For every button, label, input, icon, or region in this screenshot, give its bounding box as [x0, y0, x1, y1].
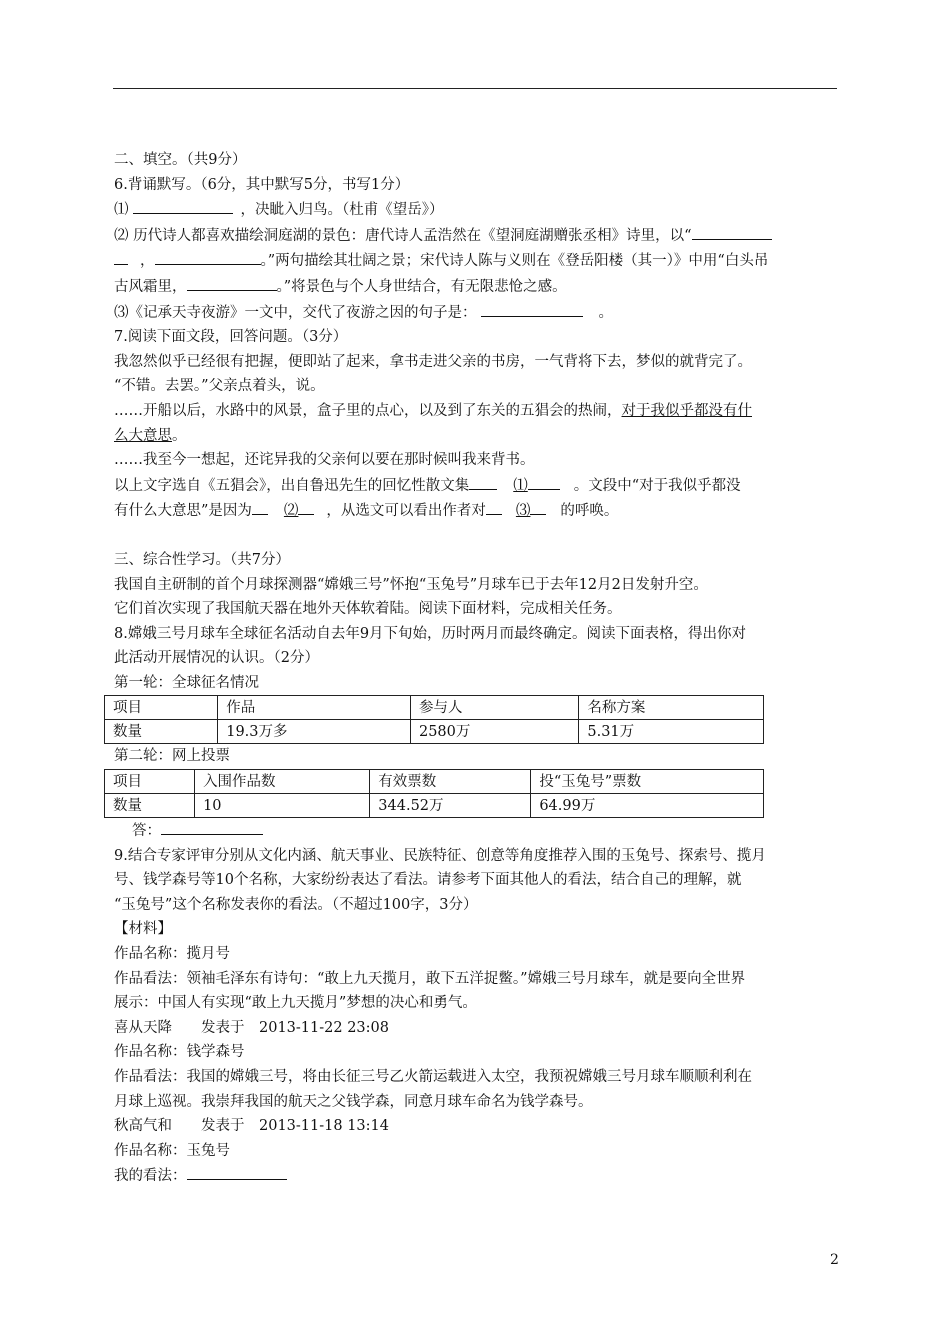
table-cell: 作品	[218, 696, 411, 720]
work-name: 作品名称：玉兔号	[114, 1142, 230, 1159]
question-7-prompt-line1	[114, 473, 838, 499]
fill-blank[interactable]	[481, 300, 583, 317]
question-6-2-line3	[114, 274, 838, 300]
item-text: 的呼唤。	[560, 503, 619, 520]
intro-line: 我国自主研制的首个月球探测器“嫦娥三号”怀抱“玉兔号”月球车已于去年12月2日发射升空。	[114, 576, 708, 593]
fill-blank[interactable]	[133, 197, 233, 214]
page-number: 2	[830, 1252, 839, 1268]
question-6-2-line1	[114, 223, 838, 249]
round-1-table	[104, 695, 764, 744]
table-cell: 投“玉兔号”票数	[531, 770, 764, 794]
table-row	[105, 770, 764, 794]
passage-line	[114, 424, 838, 449]
item-text: 。”将景色与个人身世结合，有无限悲怆之感。	[276, 278, 567, 295]
item-text: ，从选文可以看出作者对	[326, 503, 486, 520]
question-6-1	[114, 197, 838, 223]
table-cell: 数量	[105, 794, 195, 818]
table-cell: 项目	[105, 770, 195, 794]
material-heading: 【材料】	[114, 921, 172, 938]
item-text: 古风霜里，	[114, 278, 187, 295]
work-name: 作品名称：钱学森号	[114, 1044, 245, 1061]
item-text: 。”两句描绘其壮阔之景；宋代诗人陈与义则在《登岳阳楼（其一）》中用“白头吊	[260, 253, 769, 270]
blank-marker: ⑴	[513, 477, 528, 494]
question-6-2-line2	[114, 248, 838, 274]
passage-text: ……开船以后，水路中的风景，盒子里的点心，以及到了东关的五猖会的热闹，	[114, 402, 622, 419]
underlined-text: 对于我似乎都没有什	[621, 402, 752, 419]
passage-line: 我忽然似乎已经很有把握，便即站了起来，拿书走进父亲的书房，一气背将下去，梦似的就背完了。	[114, 353, 752, 370]
question-6: 6.背诵默写。（6分，其中默写5分，书写1分）	[114, 176, 410, 193]
item-text: 以上文字选自《五猖会》，出自鲁迅先生的回忆性散文集	[114, 477, 470, 494]
fill-blank[interactable]	[114, 248, 128, 265]
underlined-text: 么大意思	[114, 427, 172, 444]
question-9: 号、钱学森号等10个名称，大家纷纷表达了看法。请参考下面其他人的看法，结合自己的理解，就	[114, 872, 742, 889]
item-text: ，	[140, 253, 155, 270]
work-view: 月球上巡视。我崇拜我国的航天之父钱学森，同意月球车命名为钱学森号。	[114, 1093, 593, 1110]
section-3-title: 三、综合性学习。（共7分）	[114, 551, 290, 568]
fill-blank[interactable]	[486, 498, 502, 515]
table-cell: 2580万	[410, 720, 578, 744]
work-name: 作品名称：揽月号	[114, 946, 230, 963]
passage-line: “不错。去罢。”父亲点着头，说。	[114, 378, 325, 395]
my-view-blank[interactable]	[187, 1163, 287, 1180]
table-cell: 名称方案	[579, 696, 764, 720]
table-cell: 参与人	[410, 696, 578, 720]
question-6-3	[114, 300, 838, 326]
question-8: 此活动开展情况的认识。（2分）	[114, 650, 319, 667]
table-cell: 入围作品数	[195, 770, 370, 794]
post-signature: 秋高气和 发表于 2013-11-18 13:14	[114, 1118, 389, 1135]
work-view: 展示：中国人有实现“敢上九天揽月”梦想的决心和勇气。	[114, 995, 477, 1012]
table-cell: 项目	[105, 696, 218, 720]
question-8: 8.嫦娥三号月球车全球征名活动自去年9月下旬始，历时两月而最终确定。阅读下面表格，得出你对	[114, 625, 747, 642]
section-2-title: 二、填空。（共9分）	[114, 152, 247, 168]
table-row	[105, 794, 764, 818]
item-text: ⑵ 历代诗人都喜欢描绘洞庭湖的景色：唐代诗人孟浩然在《望洞庭湖赠张丞相》诗里，以“	[114, 227, 692, 244]
item-number: ⑴	[114, 202, 129, 219]
work-view: 作品看法：领袖毛泽东有诗句：“敢上九天揽月，敢下五洋捉鳖。”嫦娥三号月球车，就是要向全世界	[114, 970, 746, 987]
fill-blank[interactable]	[692, 223, 772, 240]
round-2-label: 第二轮：网上投票	[114, 748, 230, 765]
table-cell: 19.3万多	[218, 720, 411, 744]
passage-text: 。	[172, 427, 187, 444]
question-7: 7.阅读下面文段，回答问题。（3分）	[114, 329, 348, 346]
blank-marker: ⑵	[283, 503, 299, 520]
table-cell: 64.99万	[531, 794, 764, 818]
fill-blank[interactable]	[528, 473, 560, 490]
item-text: ⑶《记承天寺夜游》一文中，交代了夜游之因的句子是：	[114, 304, 477, 321]
table-cell: 10	[195, 794, 370, 818]
intro-line: 它们首次实现了我国航天器在地外天体软着陆。阅读下面材料，完成相关任务。	[114, 601, 622, 618]
work-view: 作品看法：我国的嫦娥三号，将由长征三号乙火箭运载进入太空，我预祝嫦娥三号月球车顺顺利利在	[114, 1069, 752, 1085]
table-row	[105, 720, 764, 744]
question-9: “玉兔号”这个名称发表你的看法。（不超过100字，3分）	[114, 896, 478, 913]
fill-blank[interactable]	[187, 274, 277, 291]
round-2-table	[104, 769, 764, 818]
fill-blank[interactable]	[252, 498, 268, 515]
fill-blank[interactable]	[469, 473, 497, 490]
item-text: 。文段中“对于我似乎都没	[573, 477, 741, 494]
answer-line	[114, 818, 838, 844]
table-cell: 有效票数	[370, 770, 531, 794]
my-view-line	[114, 1163, 838, 1189]
document-body	[114, 148, 838, 1189]
item-text: 。	[598, 304, 613, 321]
header-rule	[113, 88, 837, 89]
question-9: 9.结合专家评审分别从文化内涵、航天事业、民族特征、创意等角度推荐入围的玉兔号、探索号、揽月	[114, 847, 766, 864]
question-7-prompt-line2	[114, 498, 838, 524]
answer-blank[interactable]	[161, 818, 263, 835]
item-text: 有什么大意思”是因为	[114, 503, 252, 520]
fill-blank[interactable]	[298, 498, 314, 515]
answer-label: 答：	[132, 823, 161, 840]
my-view-label: 我的看法：	[114, 1168, 187, 1185]
passage-line: ……我至今一想起，还诧异我的父亲何以要在那时候叫我来背书。	[114, 452, 535, 469]
item-text: ，决眦入归鸟。（杜甫《望岳》）	[240, 202, 444, 219]
passage-line	[114, 399, 838, 424]
round-1-label: 第一轮：全球征名情况	[114, 674, 259, 691]
table-cell: 344.52万	[370, 794, 531, 818]
table-cell: 5.31万	[579, 720, 764, 744]
blank-marker: ⑶	[515, 503, 531, 520]
table-cell: 数量	[105, 720, 218, 744]
table-row	[105, 696, 764, 720]
post-signature: 喜从天降 发表于 2013-11-22 23:08	[114, 1019, 389, 1036]
fill-blank[interactable]	[530, 498, 546, 515]
fill-blank[interactable]	[155, 248, 261, 265]
